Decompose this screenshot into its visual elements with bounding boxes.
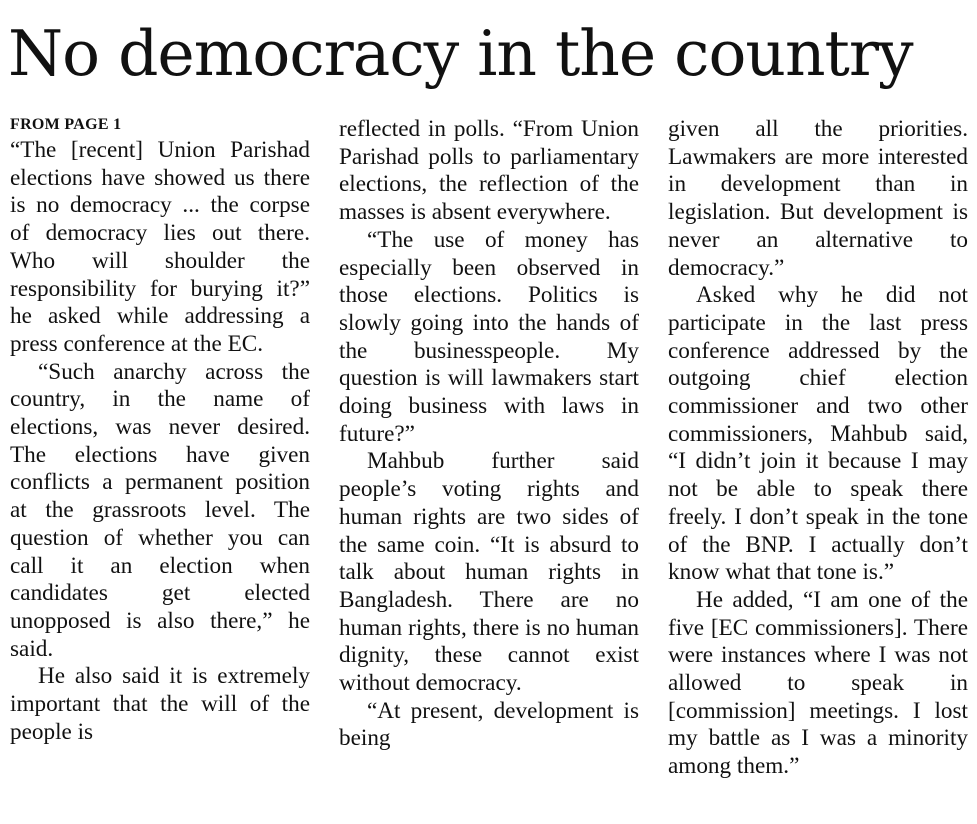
- article-column-2: [339, 116, 639, 753]
- paragraph: Asked why he did not participate in the last press conference addressed by the outgoing chief election commissioner and two other commissioners, Mahbub said, “I didn’t join it because I may not be able to speak there freely. I don’t speak in the tone of the BNP. I actually don’t know what that tone is.”: [668, 282, 968, 586]
- paragraph: given all the priorities. Lawmakers are more interested in development than in legislation. But development is never an alternative to democracy.”: [668, 116, 968, 281]
- kicker-label: FROM PAGE 1: [10, 116, 122, 133]
- article-column-1: [10, 116, 310, 746]
- paragraph: He also said it is extremely important that the will of the people is: [10, 663, 310, 745]
- paragraph: “Such anarchy across the country, in the name of elections, was never desired. The elections have given conflicts a permanent position at the grassroots level. The question of whether you can call it an election when candidates get elected unopposed is also there,” he said.: [10, 358, 310, 662]
- paragraph: “At present, development is being: [339, 697, 639, 752]
- paragraph: “The use of money has especially been observed in those elections. Politics is slowly going into the hands of the businesspeople. My question is will lawmakers start doing business with laws in future?”: [339, 226, 639, 447]
- paragraph: “The [recent] Union Parishad elections have showed us there is no democracy ... the corpse of democracy lies out there. Who will shoulder the responsibility for burying it?” he asked while addressing a press conference at the EC.: [10, 137, 310, 357]
- headline: No democracy in the country: [8, 17, 913, 90]
- article-column-3: [668, 116, 968, 781]
- paragraph: reflected in polls. “From Union Parishad polls to parliamentary elections, the reflection of the masses is absent everywhere.: [339, 116, 639, 226]
- paragraph: Mahbub further said people’s voting rights and human rights are two sides of the same coin. “It is absurd to talk about human rights in Bangladesh. There are no human rights, there is no human dignity, these cannot exist without democracy.: [339, 448, 639, 697]
- paragraph: He added, “I am one of the five [EC commissioners]. There were instances where I was not allowed to speak in [commission] meetings. I lost my battle as I was a minority among them.”: [668, 586, 968, 780]
